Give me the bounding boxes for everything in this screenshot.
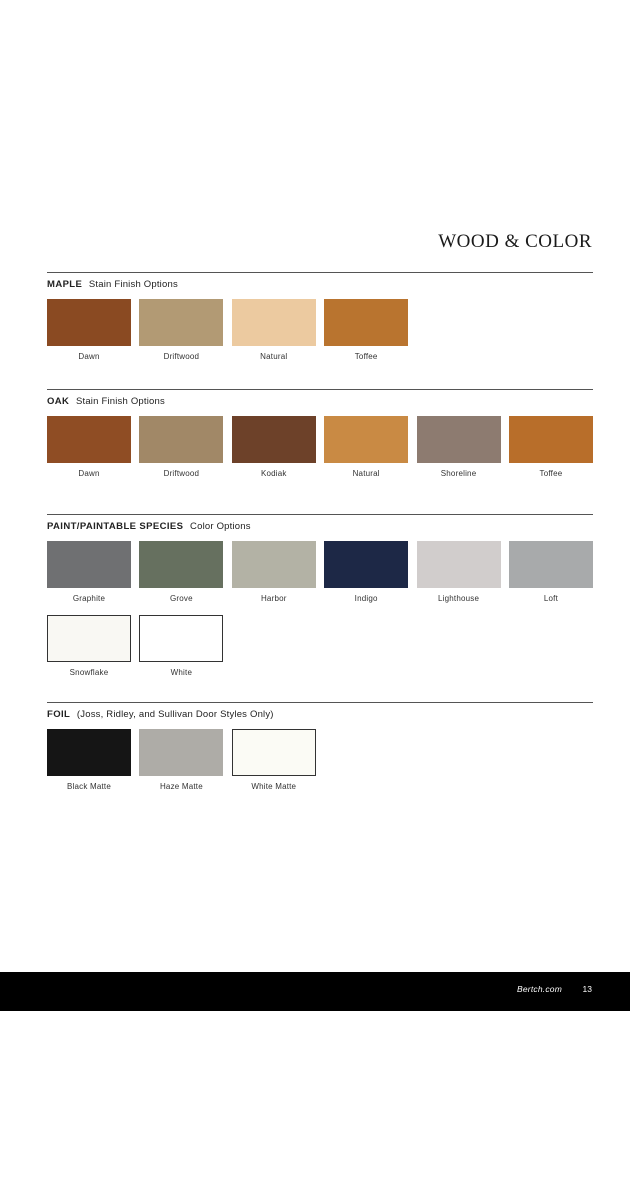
swatch-harbor bbox=[232, 541, 316, 603]
swatch-label: Toffee bbox=[354, 352, 378, 361]
section-oak bbox=[47, 389, 593, 478]
swatch-grid bbox=[47, 416, 593, 478]
swatch-chip bbox=[232, 299, 316, 346]
swatch-chip bbox=[232, 541, 316, 588]
page-number: 13 bbox=[582, 984, 592, 994]
swatch-label: Dawn bbox=[78, 469, 100, 478]
footer-bar bbox=[0, 972, 630, 1011]
swatch-label: Haze Matte bbox=[159, 782, 203, 791]
swatch-white-matte bbox=[232, 729, 316, 791]
swatch-label: White Matte bbox=[251, 782, 297, 791]
section-heading-subtitle: Stain Finish Options bbox=[75, 396, 165, 407]
swatch-chip bbox=[47, 416, 131, 463]
swatch-chip bbox=[509, 416, 593, 463]
swatch-haze-matte bbox=[139, 729, 223, 791]
swatch-grove bbox=[139, 541, 223, 603]
swatch-label: Shoreline bbox=[440, 469, 477, 478]
swatch-label: Driftwood bbox=[163, 469, 200, 478]
swatch-chip bbox=[47, 615, 131, 662]
section-paint bbox=[47, 514, 593, 677]
swatch-shoreline bbox=[417, 416, 501, 478]
swatch-label: Natural bbox=[260, 352, 288, 361]
section-divider bbox=[47, 389, 593, 390]
swatch-chip bbox=[139, 729, 223, 776]
swatch-chip bbox=[324, 416, 408, 463]
section-maple bbox=[47, 272, 593, 361]
swatch-label: Loft bbox=[543, 594, 559, 603]
swatch-kodiak bbox=[232, 416, 316, 478]
swatch-chip bbox=[232, 729, 316, 776]
swatch-lighthouse bbox=[417, 541, 501, 603]
swatch-label: Natural bbox=[352, 469, 380, 478]
swatch-graphite bbox=[47, 541, 131, 603]
swatch-grid bbox=[47, 541, 593, 677]
page-title: WOOD & COLOR bbox=[438, 231, 592, 252]
section-heading bbox=[47, 279, 593, 290]
swatch-label: Indigo bbox=[354, 594, 378, 603]
swatch-driftwood bbox=[139, 416, 223, 478]
swatch-label: White bbox=[170, 668, 193, 677]
section-heading-title: FOIL bbox=[47, 709, 71, 720]
swatch-chip bbox=[417, 416, 501, 463]
swatch-chip bbox=[324, 299, 408, 346]
swatch-chip bbox=[232, 416, 316, 463]
swatch-driftwood bbox=[139, 299, 223, 361]
swatch-chip bbox=[139, 299, 223, 346]
swatch-toffee bbox=[509, 416, 593, 478]
section-heading bbox=[47, 396, 593, 407]
swatch-dawn bbox=[47, 416, 131, 478]
swatch-label: Toffee bbox=[539, 469, 563, 478]
swatch-label: Kodiak bbox=[260, 469, 287, 478]
section-heading bbox=[47, 521, 593, 532]
swatch-chip bbox=[139, 416, 223, 463]
swatch-chip bbox=[47, 299, 131, 346]
swatch-chip bbox=[139, 541, 223, 588]
swatch-label: Harbor bbox=[260, 594, 287, 603]
swatch-label: Driftwood bbox=[163, 352, 200, 361]
swatch-grid bbox=[47, 729, 593, 791]
swatch-snowflake bbox=[47, 615, 131, 677]
section-heading-subtitle: (Joss, Ridley, and Sullivan Door Styles Only) bbox=[76, 709, 274, 720]
footer-website: Bertch.com bbox=[517, 984, 562, 994]
section-divider bbox=[47, 272, 593, 273]
swatch-label: Grove bbox=[169, 594, 193, 603]
swatch-label: Graphite bbox=[72, 594, 106, 603]
swatch-label: Dawn bbox=[78, 352, 100, 361]
swatch-toffee bbox=[324, 299, 408, 361]
swatch-chip bbox=[47, 729, 131, 776]
swatch-chip bbox=[417, 541, 501, 588]
section-foil bbox=[47, 702, 593, 791]
section-divider bbox=[47, 702, 593, 703]
section-heading-title: PAINT/PAINTABLE SPECIES bbox=[47, 521, 184, 532]
section-heading-subtitle: Stain Finish Options bbox=[88, 279, 178, 290]
swatch-white bbox=[139, 615, 223, 677]
swatch-natural bbox=[324, 416, 408, 478]
section-heading-title: OAK bbox=[47, 396, 70, 407]
swatch-indigo bbox=[324, 541, 408, 603]
swatch-chip bbox=[324, 541, 408, 588]
swatch-chip bbox=[509, 541, 593, 588]
section-heading-title: MAPLE bbox=[47, 279, 83, 290]
swatch-natural bbox=[232, 299, 316, 361]
swatch-grid bbox=[47, 299, 593, 361]
swatch-chip bbox=[47, 541, 131, 588]
section-heading-subtitle: Color Options bbox=[190, 521, 251, 532]
swatch-label: Lighthouse bbox=[437, 594, 480, 603]
swatch-label: Black Matte bbox=[67, 782, 111, 791]
swatch-dawn bbox=[47, 299, 131, 361]
swatch-label: Snowflake bbox=[69, 668, 109, 677]
section-divider bbox=[47, 514, 593, 515]
swatch-black-matte bbox=[47, 729, 131, 791]
swatch-loft bbox=[509, 541, 593, 603]
section-heading bbox=[47, 709, 593, 720]
swatch-chip bbox=[139, 615, 223, 662]
